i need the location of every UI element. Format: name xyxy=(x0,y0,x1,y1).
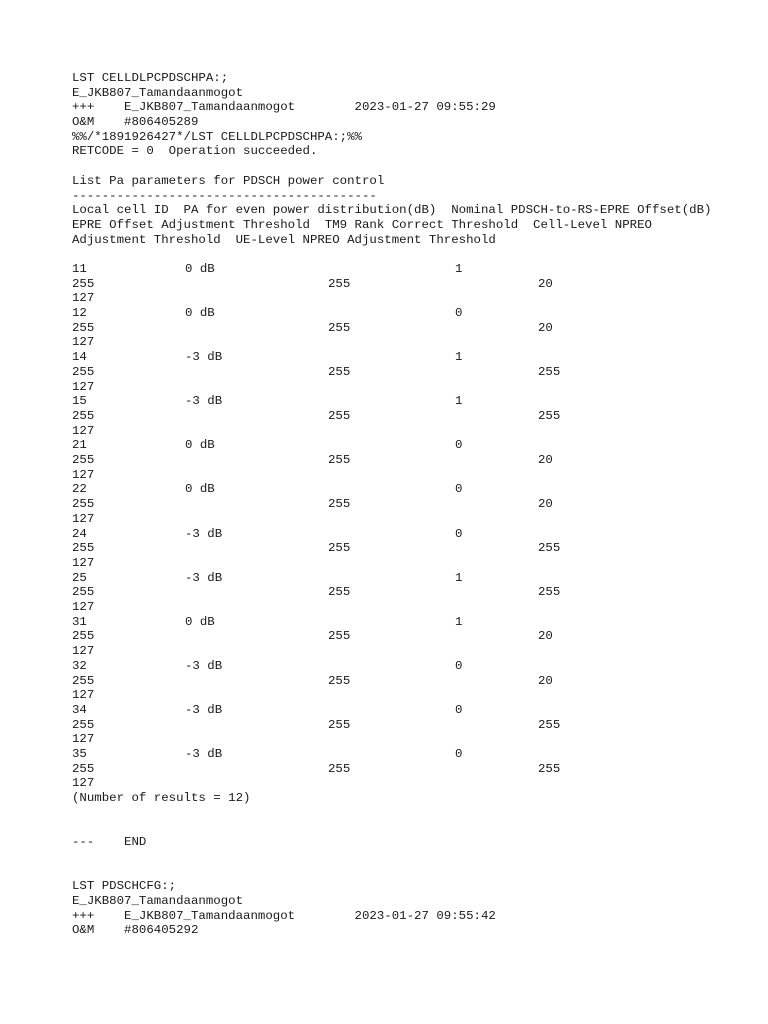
pa-value: 0 dB xyxy=(185,438,215,453)
nominal-offset: 255 xyxy=(72,408,95,423)
end-marker: --- END xyxy=(72,835,147,850)
tm9-rank-threshold: 1 xyxy=(455,394,463,409)
om-serial: O&M #806405292 xyxy=(72,923,199,938)
column-header: Local cell ID PA for even power distribution(dB) Nominal PDSCH-to-RS-EPRE Offset(dB) EPRE Offset Adjustment Threshold TM9 Rank Correct Threshold Cell-Level NPREO Adjustment Threshold UE-Level NPREO Adjustment Threshold xyxy=(72,203,727,247)
report-header: +++ E_JKB807_Tamandaanmogot 2023-01-27 09:55:29 xyxy=(72,100,496,115)
pa-value: -3 dB xyxy=(185,658,223,673)
ue-npreo-threshold: 127 xyxy=(72,291,95,306)
cell-npreo-threshold: 255 xyxy=(538,408,561,423)
epre-adjust-threshold: 255 xyxy=(328,497,351,512)
cell-npreo-threshold: 255 xyxy=(538,761,561,776)
nominal-offset: 255 xyxy=(72,497,95,512)
tm9-rank-threshold: 0 xyxy=(455,702,463,717)
ue-npreo-threshold: 127 xyxy=(72,511,95,526)
table-row xyxy=(72,527,732,571)
pa-value: -3 dB xyxy=(185,570,223,585)
command-line: LST CELLDLPCPDSCHPA:; xyxy=(72,71,229,85)
cell-id: 31 xyxy=(72,614,87,629)
cell-id: 24 xyxy=(72,526,87,541)
epre-adjust-threshold: 255 xyxy=(328,453,351,468)
pa-value: -3 dB xyxy=(185,350,223,365)
table-row xyxy=(72,659,732,703)
cell-id: 34 xyxy=(72,702,87,717)
epre-adjust-threshold: 255 xyxy=(328,541,351,556)
cell-id: 22 xyxy=(72,482,87,497)
command-line: LST PDSCHCFG:; xyxy=(72,879,177,894)
cell-npreo-threshold: 20 xyxy=(538,276,553,291)
cell-id: 21 xyxy=(72,438,87,453)
blank-line xyxy=(72,850,732,865)
table-row xyxy=(72,350,732,394)
blank-line xyxy=(72,159,732,174)
cell-id: 25 xyxy=(72,570,87,585)
tm9-rank-threshold: 0 xyxy=(455,526,463,541)
cell-npreo-threshold: 20 xyxy=(538,453,553,468)
epre-adjust-threshold: 255 xyxy=(328,761,351,776)
table-row xyxy=(72,703,732,747)
ue-npreo-threshold: 127 xyxy=(72,467,95,482)
retcode: RETCODE = 0 Operation succeeded. xyxy=(72,144,318,159)
tm9-rank-threshold: 0 xyxy=(455,747,463,762)
cell-id: 12 xyxy=(72,306,87,321)
pa-value: -3 dB xyxy=(185,702,223,717)
ue-npreo-threshold: 127 xyxy=(72,423,95,438)
nominal-offset: 255 xyxy=(72,453,95,468)
command-echo: %%/*1891926427*/LST CELLDLPCPDSCHPA:;%% xyxy=(72,129,362,144)
cell-npreo-threshold: 20 xyxy=(538,320,553,335)
tm9-rank-threshold: 0 xyxy=(455,306,463,321)
site-name: E_JKB807_Tamandaanmogot xyxy=(72,893,244,908)
cell-id: 11 xyxy=(72,261,87,276)
pa-value: -3 dB xyxy=(185,747,223,762)
om-serial: O&M #806405289 xyxy=(72,115,199,130)
cell-id: 15 xyxy=(72,394,87,409)
tm9-rank-threshold: 0 xyxy=(455,438,463,453)
nominal-offset: 255 xyxy=(72,673,95,688)
ue-npreo-threshold: 127 xyxy=(72,688,95,703)
pa-value: 0 dB xyxy=(185,306,215,321)
epre-adjust-threshold: 255 xyxy=(328,408,351,423)
terminal-output xyxy=(72,71,732,938)
blank-line xyxy=(72,865,732,880)
separator: ----------------------------------------- xyxy=(72,188,377,203)
epre-adjust-threshold: 255 xyxy=(328,717,351,732)
site-name: E_JKB807_Tamandaanmogot xyxy=(72,85,244,100)
nominal-offset: 255 xyxy=(72,717,95,732)
table-row xyxy=(72,306,732,350)
table-row xyxy=(72,571,732,615)
cell-npreo-threshold: 20 xyxy=(538,629,553,644)
blank-line xyxy=(72,820,732,835)
pa-value: -3 dB xyxy=(185,394,223,409)
ue-npreo-threshold: 127 xyxy=(72,776,95,791)
epre-adjust-threshold: 255 xyxy=(328,673,351,688)
epre-adjust-threshold: 255 xyxy=(328,320,351,335)
nominal-offset: 255 xyxy=(72,320,95,335)
cell-npreo-threshold: 255 xyxy=(538,717,561,732)
nominal-offset: 255 xyxy=(72,761,95,776)
pa-value: 0 dB xyxy=(185,261,215,276)
result-table xyxy=(72,262,732,791)
ue-npreo-threshold: 127 xyxy=(72,600,95,615)
nominal-offset: 255 xyxy=(72,541,95,556)
tm9-rank-threshold: 0 xyxy=(455,658,463,673)
ue-npreo-threshold: 127 xyxy=(72,644,95,659)
nominal-offset: 255 xyxy=(72,276,95,291)
nominal-offset: 255 xyxy=(72,629,95,644)
nominal-offset: 255 xyxy=(72,364,95,379)
nominal-offset: 255 xyxy=(72,585,95,600)
cell-npreo-threshold: 255 xyxy=(538,585,561,600)
tm9-rank-threshold: 1 xyxy=(455,261,463,276)
result-count: (Number of results = 12) xyxy=(72,791,251,806)
blank-line xyxy=(72,806,732,821)
pa-value: 0 dB xyxy=(185,614,215,629)
tm9-rank-threshold: 1 xyxy=(455,614,463,629)
pa-value: 0 dB xyxy=(185,482,215,497)
list-title: List Pa parameters for PDSCH power control xyxy=(72,173,385,188)
report-header: +++ E_JKB807_Tamandaanmogot 2023-01-27 09:55:42 xyxy=(72,908,496,923)
cell-npreo-threshold: 20 xyxy=(538,673,553,688)
tm9-rank-threshold: 1 xyxy=(455,350,463,365)
table-row xyxy=(72,262,732,306)
table-row xyxy=(72,394,732,438)
epre-adjust-threshold: 255 xyxy=(328,364,351,379)
ue-npreo-threshold: 127 xyxy=(72,732,95,747)
epre-adjust-threshold: 255 xyxy=(328,585,351,600)
cell-npreo-threshold: 20 xyxy=(538,497,553,512)
cell-id: 32 xyxy=(72,658,87,673)
table-row xyxy=(72,482,732,526)
cell-npreo-threshold: 255 xyxy=(538,364,561,379)
ue-npreo-threshold: 127 xyxy=(72,335,95,350)
table-row xyxy=(72,438,732,482)
ue-npreo-threshold: 127 xyxy=(72,555,95,570)
ue-npreo-threshold: 127 xyxy=(72,379,95,394)
table-row xyxy=(72,747,732,791)
epre-adjust-threshold: 255 xyxy=(328,276,351,291)
blank-line xyxy=(72,247,732,262)
pa-value: -3 dB xyxy=(185,526,223,541)
cell-id: 35 xyxy=(72,747,87,762)
cell-npreo-threshold: 255 xyxy=(538,541,561,556)
tm9-rank-threshold: 0 xyxy=(455,482,463,497)
epre-adjust-threshold: 255 xyxy=(328,629,351,644)
table-row xyxy=(72,615,732,659)
cell-id: 14 xyxy=(72,350,87,365)
tm9-rank-threshold: 1 xyxy=(455,570,463,585)
